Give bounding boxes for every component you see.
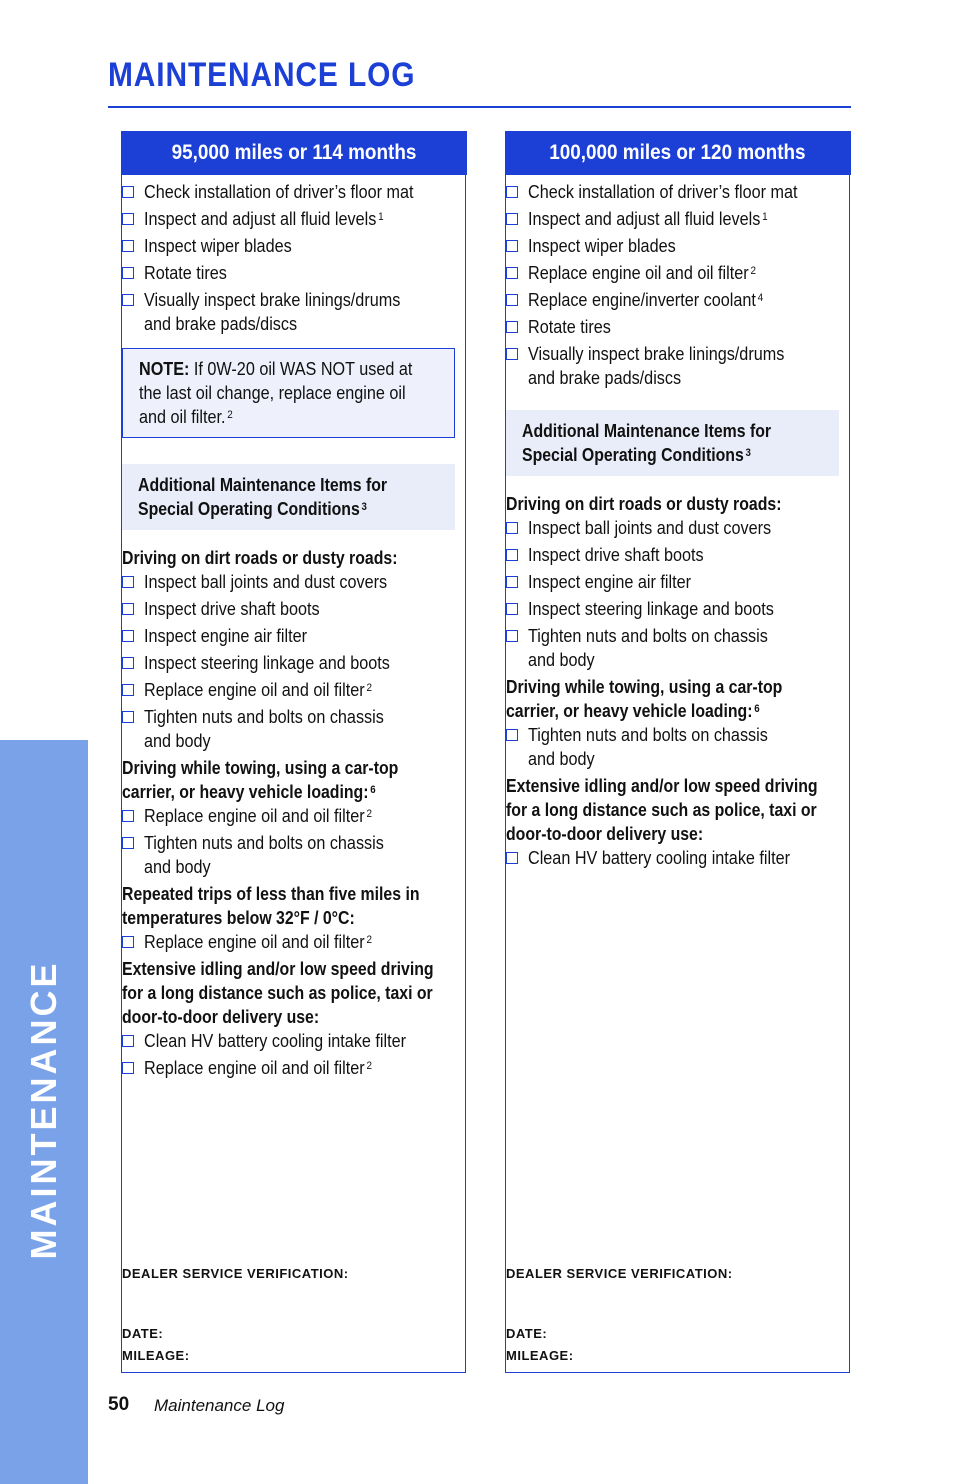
item-text — [528, 342, 784, 366]
checklist-item — [506, 624, 841, 672]
checklist-item — [122, 678, 457, 702]
item-text — [528, 315, 611, 339]
checkbox[interactable] — [506, 186, 518, 198]
item-label: Inspect steering linkage and boots — [528, 599, 774, 619]
checkbox[interactable] — [122, 936, 134, 948]
item-text — [528, 543, 704, 567]
checklist-item — [122, 1056, 457, 1080]
condition-heading-line — [122, 906, 424, 930]
item-text — [528, 624, 768, 648]
note-line — [139, 405, 410, 429]
checkbox[interactable] — [122, 684, 134, 696]
footnote-ref: 3 — [361, 501, 367, 513]
item-label: Rotate tires — [144, 263, 227, 283]
oil-note — [122, 348, 455, 438]
condition-heading-line — [122, 780, 424, 804]
item-text — [528, 597, 774, 621]
mileage-label: MILEAGE: — [506, 1348, 574, 1363]
checklist-item — [122, 624, 457, 648]
checkbox[interactable] — [122, 837, 134, 849]
footnote-ref: 1 — [762, 211, 768, 223]
checkbox[interactable] — [122, 267, 134, 279]
item-text-continued: and brake pads/discs — [528, 368, 682, 388]
item-label: Replace engine oil and oil filter — [144, 806, 365, 826]
item-text — [144, 804, 372, 828]
item-label: Clean HV battery cooling intake filter — [528, 848, 791, 868]
checkbox[interactable] — [506, 729, 518, 741]
condition-heading-text: for a long distance such as police, taxi or — [506, 800, 817, 820]
checklist-item — [122, 597, 457, 621]
special-line — [138, 497, 403, 521]
item-label: Replace engine oil and oil filter — [528, 263, 749, 283]
condition-heading-line — [506, 492, 808, 516]
mileage-label: MILEAGE: — [122, 1348, 190, 1363]
date-label: DATE: — [506, 1326, 548, 1341]
footnote-ref: 3 — [745, 447, 751, 459]
item-label: Tighten nuts and bolts on chassis — [528, 626, 768, 646]
checklist-item — [506, 315, 841, 339]
checklist-item — [506, 597, 841, 621]
item-text — [144, 831, 384, 855]
footnote-ref: 6 — [370, 784, 376, 796]
footnote-ref: 2 — [750, 265, 756, 277]
item-label: Inspect and adjust all fluid levels — [528, 209, 761, 229]
item-text — [528, 288, 763, 312]
condition-heading — [122, 957, 465, 1029]
condition-heading-line — [506, 774, 818, 798]
item-label: Inspect ball joints and dust covers — [144, 572, 388, 592]
checklist-item — [122, 804, 457, 828]
item-text-continued: and body — [144, 857, 211, 877]
item-label: Inspect ball joints and dust covers — [528, 518, 772, 538]
condition-heading — [506, 675, 849, 723]
item-text — [144, 207, 384, 231]
item-label: Inspect drive shaft boots — [144, 599, 320, 619]
condition-heading — [506, 492, 849, 516]
checklist-item — [506, 207, 841, 231]
checklist-item — [506, 723, 841, 771]
condition-heading-text: Extensive idling and/or low speed driving — [506, 776, 818, 796]
interval-card-100000 — [505, 131, 850, 1373]
checklist-item — [506, 846, 841, 870]
checkbox[interactable] — [122, 1062, 134, 1074]
checklist-item — [122, 234, 457, 258]
item-text — [528, 570, 691, 594]
special-line: Additional Maintenance Items for — [138, 475, 388, 495]
checklist-item — [506, 543, 841, 567]
item-text — [528, 723, 768, 747]
condition-heading-line — [122, 1005, 424, 1029]
checklist-item — [122, 570, 457, 594]
interval-header: 95,000 miles or 114 months — [121, 131, 467, 175]
checkbox[interactable] — [506, 549, 518, 561]
footnote-ref: 6 — [754, 703, 760, 715]
item-label: Check installation of driver’s floor mat — [528, 182, 798, 202]
special-line — [522, 443, 787, 467]
footnote-ref: 2 — [366, 808, 372, 820]
checkbox[interactable] — [122, 240, 134, 252]
checklist-item — [506, 180, 841, 204]
checklist-item — [122, 180, 457, 204]
checkbox[interactable] — [506, 630, 518, 642]
interval-content — [506, 176, 849, 873]
checkbox[interactable] — [122, 213, 134, 225]
note-line — [139, 357, 413, 381]
checklist-item — [506, 516, 841, 540]
checkbox[interactable] — [506, 213, 518, 225]
item-text — [528, 846, 790, 870]
item-label: Visually inspect brake linings/drums — [144, 290, 401, 310]
condition-heading-line — [506, 798, 817, 822]
date-label: DATE: — [122, 1326, 164, 1341]
checklist-item — [506, 288, 841, 312]
item-text — [144, 651, 390, 675]
interval-content — [122, 176, 465, 1083]
condition-heading-line — [506, 699, 808, 723]
checkbox[interactable] — [122, 186, 134, 198]
item-text — [528, 516, 771, 540]
special-conditions-heading — [122, 464, 455, 530]
item-label: Tighten nuts and bolts on chassis — [144, 707, 384, 727]
checklist-item — [506, 234, 841, 258]
item-text — [528, 180, 798, 204]
item-text — [144, 705, 384, 729]
checklist-item — [506, 342, 841, 390]
condition-heading-text: for a long distance such as police, taxi or — [122, 983, 433, 1003]
special-conditions-heading — [506, 410, 839, 476]
footnote-ref: 2 — [366, 1060, 372, 1072]
condition-heading-text: door-to-door delivery use: — [122, 1007, 320, 1027]
item-text — [144, 1029, 406, 1053]
item-label: Inspect engine air filter — [528, 572, 691, 592]
checklist-item — [122, 930, 457, 954]
item-text-continued: and body — [144, 731, 211, 751]
checkbox[interactable] — [506, 348, 518, 360]
item-label: Clean HV battery cooling intake filter — [144, 1031, 407, 1051]
item-label: Inspect wiper blades — [144, 236, 292, 256]
checklist-item — [506, 261, 841, 285]
dealer-verification-label: DEALER SERVICE VERIFICATION: — [506, 1266, 733, 1281]
condition-heading-text: Repeated trips of less than five miles in — [122, 884, 420, 904]
item-label: Inspect and adjust all fluid levels — [144, 209, 377, 229]
checkbox[interactable] — [506, 522, 518, 534]
item-text — [528, 234, 676, 258]
checkbox[interactable] — [506, 240, 518, 252]
checklist-item — [122, 207, 457, 231]
condition-heading-line — [122, 546, 424, 570]
checklist-item — [122, 831, 457, 879]
special-text: Special Operating Conditions — [522, 445, 744, 465]
dealer-verification-label: DEALER SERVICE VERIFICATION: — [122, 1266, 349, 1281]
checkbox[interactable] — [122, 294, 134, 306]
item-text — [144, 234, 292, 258]
page-number: 50 — [108, 1394, 130, 1415]
item-label: Check installation of driver’s floor mat — [144, 182, 414, 202]
checkbox[interactable] — [122, 630, 134, 642]
item-text — [144, 570, 387, 594]
condition-heading — [122, 756, 465, 804]
special-text: Special Operating Conditions — [138, 499, 360, 519]
item-text — [144, 261, 227, 285]
condition-heading-text: carrier, or heavy vehicle loading: — [122, 782, 369, 802]
item-text-continued: and body — [528, 650, 595, 670]
condition-heading-text: door-to-door delivery use: — [506, 824, 704, 844]
item-text — [528, 207, 768, 231]
condition-heading-line — [122, 756, 424, 780]
footnote-ref: 1 — [378, 211, 384, 223]
condition-heading — [122, 546, 465, 570]
note-label: NOTE: — [139, 359, 190, 379]
checklist-item — [122, 705, 457, 753]
condition-heading — [506, 774, 849, 846]
item-label: Inspect wiper blades — [528, 236, 676, 256]
footnote-ref: 2 — [366, 682, 372, 694]
footnote-ref: 4 — [757, 292, 764, 304]
condition-heading-text: Driving while towing, using a car-top — [122, 758, 399, 778]
item-label: Replace engine oil and oil filter — [144, 932, 365, 952]
item-label: Replace engine oil and oil filter — [144, 1058, 365, 1078]
item-label: Rotate tires — [528, 317, 611, 337]
interval-card-95000 — [121, 131, 466, 1373]
note-line: the last oil change, replace engine oil — [139, 383, 406, 403]
item-text — [144, 624, 307, 648]
footer-section: Maintenance Log — [154, 1396, 285, 1415]
checkbox[interactable] — [506, 294, 518, 306]
side-section-label: MAINTENANCE — [23, 960, 64, 1260]
item-text-continued: and brake pads/discs — [144, 314, 298, 334]
item-text-continued: and body — [528, 749, 595, 769]
footnote-ref: 2 — [227, 409, 233, 421]
item-label: Visually inspect brake linings/drums — [528, 344, 785, 364]
condition-heading-text: Driving on dirt roads or dusty roads: — [506, 494, 782, 514]
condition-heading-line — [506, 822, 808, 846]
condition-heading-line — [506, 675, 808, 699]
item-text — [144, 288, 400, 312]
item-text — [144, 930, 372, 954]
interval-header: 100,000 miles or 120 months — [505, 131, 851, 175]
item-label: Tighten nuts and bolts on chassis — [144, 833, 384, 853]
item-label: Replace engine oil and oil filter — [144, 680, 365, 700]
condition-heading-line — [122, 957, 434, 981]
checkbox[interactable] — [122, 810, 134, 822]
checkbox[interactable] — [506, 321, 518, 333]
item-text — [528, 261, 756, 285]
checklist-item — [122, 1029, 457, 1053]
footnote-ref: 2 — [366, 934, 372, 946]
checkbox[interactable] — [122, 576, 134, 588]
page-title: MAINTENANCE LOG — [108, 56, 416, 94]
item-label: Replace engine/inverter coolant — [528, 290, 756, 310]
checklist-item — [506, 570, 841, 594]
note-text: and oil filter. — [139, 407, 226, 427]
item-text — [144, 180, 414, 204]
condition-heading-text: carrier, or heavy vehicle loading: — [506, 701, 753, 721]
note-text: If 0W-20 oil WAS NOT used at — [189, 359, 413, 379]
condition-heading-line — [122, 882, 424, 906]
checklist-item — [122, 288, 457, 336]
item-label: Inspect engine air filter — [144, 626, 307, 646]
condition-heading-text: Extensive idling and/or low speed driving — [122, 959, 434, 979]
title-divider — [108, 106, 851, 108]
checkbox[interactable] — [506, 852, 518, 864]
checkbox[interactable] — [122, 657, 134, 669]
condition-heading-text: Driving on dirt roads or dusty roads: — [122, 548, 398, 568]
condition-heading — [122, 882, 465, 930]
checklist-item — [122, 261, 457, 285]
item-text — [144, 1056, 372, 1080]
checkbox[interactable] — [122, 603, 134, 615]
condition-heading-text: Driving while towing, using a car-top — [506, 677, 783, 697]
checklist-item — [122, 651, 457, 675]
checkbox[interactable] — [122, 1035, 134, 1047]
item-label: Inspect drive shaft boots — [528, 545, 704, 565]
checkbox[interactable] — [506, 267, 518, 279]
special-line: Additional Maintenance Items for — [522, 421, 772, 441]
checkbox[interactable] — [506, 603, 518, 615]
item-text — [144, 597, 320, 621]
condition-heading-text: temperatures below 32°F / 0°C: — [122, 908, 355, 928]
checkbox[interactable] — [122, 711, 134, 723]
item-label: Inspect steering linkage and boots — [144, 653, 390, 673]
checkbox[interactable] — [506, 576, 518, 588]
item-text — [144, 678, 372, 702]
item-label: Tighten nuts and bolts on chassis — [528, 725, 768, 745]
condition-heading-line — [122, 981, 433, 1005]
